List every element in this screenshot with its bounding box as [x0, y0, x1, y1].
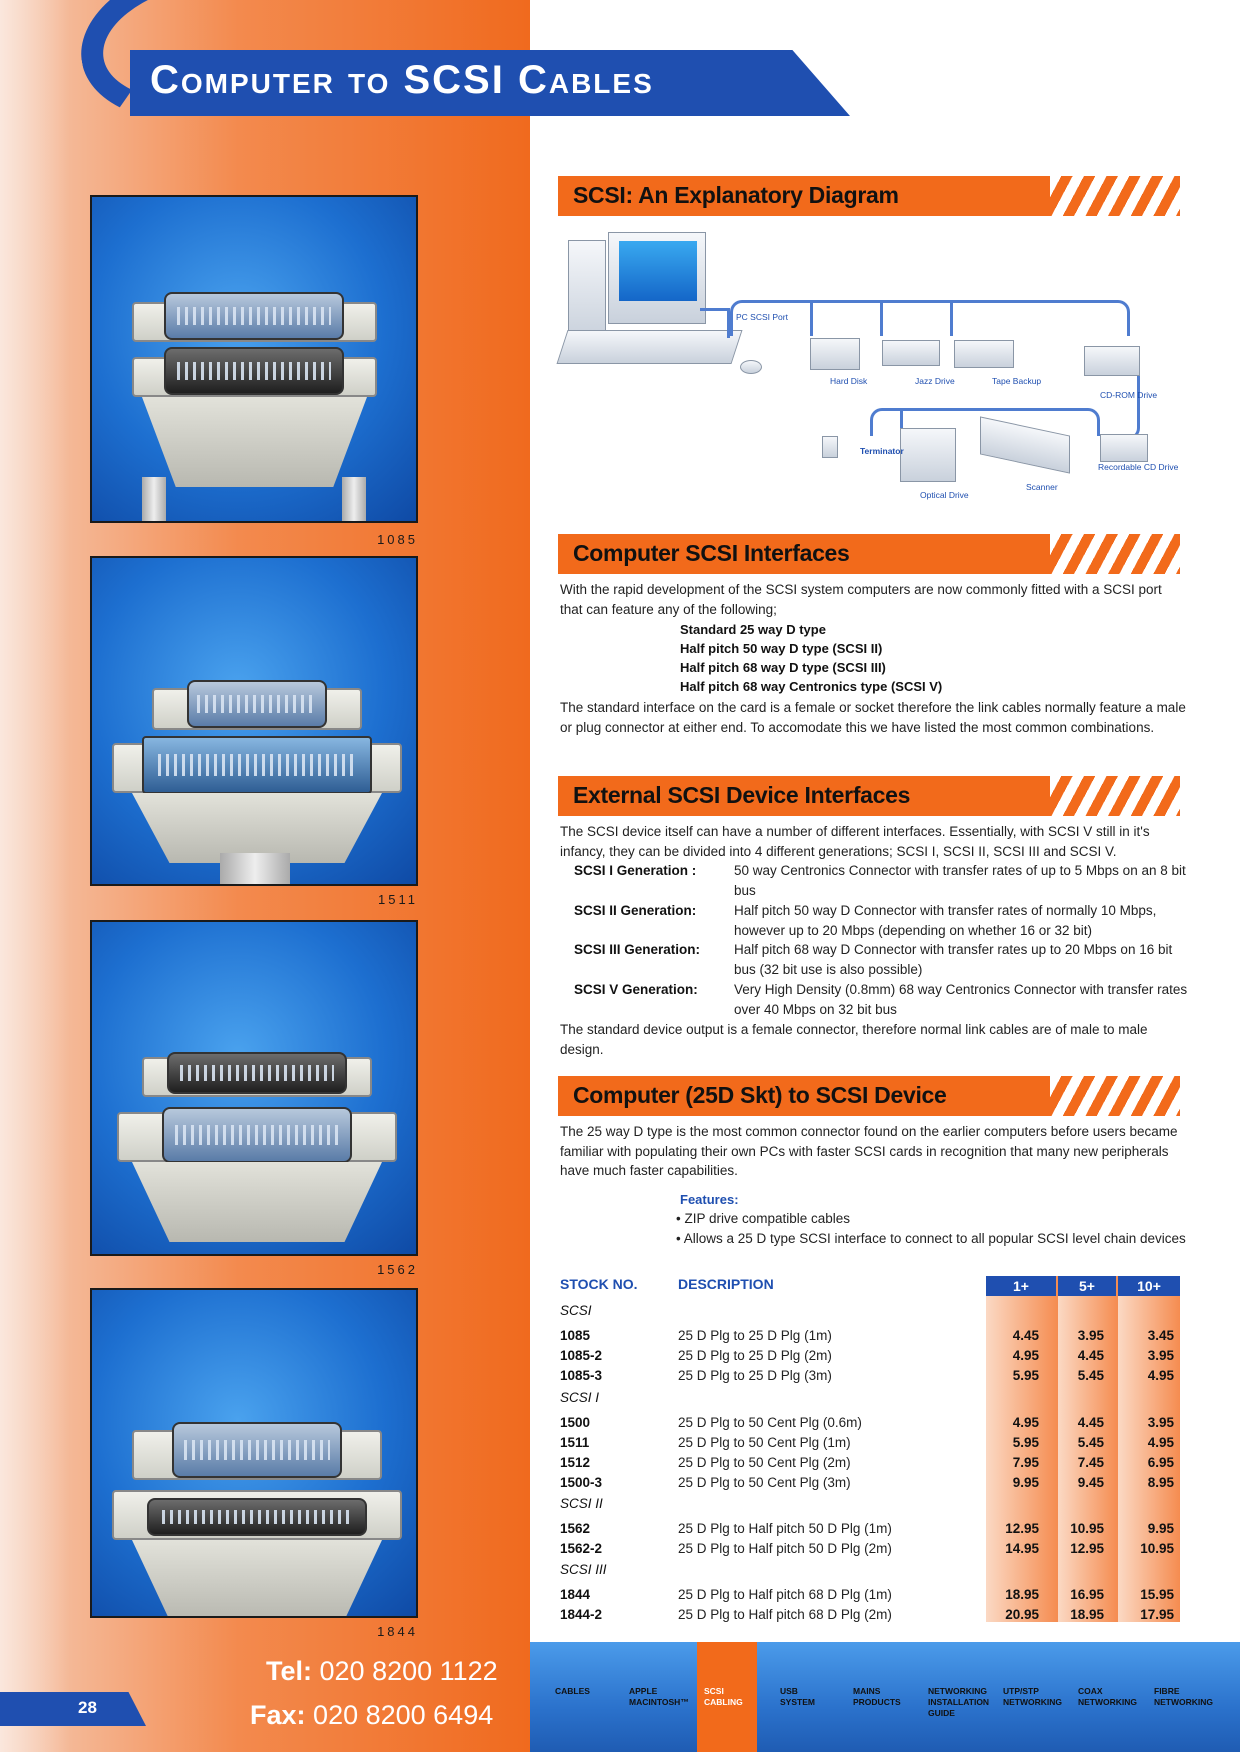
label-optical-drive: Optical Drive [920, 490, 969, 500]
interface-type: Half pitch 50 way D type (SCSI II) [680, 641, 883, 656]
price-5: 10.95 [1070, 1521, 1104, 1536]
price-1: 5.95 [1012, 1435, 1039, 1450]
price-5: 12.95 [1070, 1541, 1104, 1556]
device-tape-backup [954, 340, 1014, 368]
nav-item-coax-networking[interactable]: COAX NETWORKING [1078, 1686, 1138, 1707]
description: 25 D Plg to Half pitch 68 D Plg (1m) [678, 1587, 892, 1602]
photo-label-1085: 1085 [377, 532, 418, 547]
price-5: 5.45 [1077, 1435, 1104, 1450]
table-group-label: SCSI I [560, 1390, 600, 1405]
section-title-external-interfaces: External SCSI Device Interfaces [573, 782, 911, 808]
generation-value: Half pitch 50 way D Connector with transfer rates of normally 10 Mbps, however up to 20 Mbps (depending on whether 16 or 32 bit) [734, 903, 1157, 938]
fax-label: Fax: [250, 1700, 306, 1730]
price-5: 18.95 [1070, 1607, 1104, 1622]
stock-number: 1511 [560, 1435, 590, 1450]
photo-label-1844: 1844 [377, 1624, 418, 1639]
price-1: 18.95 [1005, 1587, 1039, 1602]
device-cd-rom [1084, 346, 1140, 376]
price-10: 4.95 [1147, 1368, 1174, 1383]
nav-item-apple-macintosh[interactable]: APPLE MACINTOSH™ [629, 1686, 689, 1707]
stock-number: 1500 [560, 1415, 591, 1430]
stock-number: 1844 [560, 1587, 591, 1602]
features-title: Features: [680, 1192, 739, 1207]
price-5: 5.45 [1077, 1368, 1104, 1383]
label-pc-port: PC SCSI Port [736, 312, 788, 322]
table-row [560, 1519, 1180, 1539]
table-group-label: SCSI [560, 1303, 592, 1318]
stock-number: 1085-3 [560, 1368, 603, 1383]
pc-mouse [740, 360, 762, 374]
price-10: 8.95 [1147, 1475, 1174, 1490]
price-10: 3.45 [1147, 1328, 1174, 1343]
scsi-diagram [560, 228, 1188, 508]
section-header-product [558, 1076, 1180, 1116]
stripes-decoration [1050, 776, 1180, 816]
price-10: 17.95 [1140, 1607, 1174, 1622]
description: 25 D Plg to 50 Cent Plg (3m) [678, 1475, 851, 1490]
description: 25 D Plg to Half pitch 50 D Plg (1m) [678, 1521, 892, 1536]
section-title-computer-interfaces: Computer SCSI Interfaces [573, 540, 850, 566]
feature-item: • Allows a 25 D type SCSI interface to connect to all popular SCSI level chain devices [676, 1231, 1186, 1246]
stock-number: 1512 [560, 1455, 591, 1470]
price-10: 3.95 [1147, 1415, 1174, 1430]
section-header-external-interfaces [558, 776, 1180, 816]
description: 25 D Plg to 25 D Plg (2m) [678, 1348, 832, 1363]
description: 25 D Plg to 25 D Plg (1m) [678, 1328, 832, 1343]
generation-key: SCSI III Generation: [574, 942, 701, 957]
nav-item-utp-stp-networking[interactable]: UTP/STP NETWORKING [1003, 1686, 1063, 1707]
label-cd-rom: CD-ROM Drive [1100, 390, 1158, 400]
photo-label-1511: 1511 [378, 892, 418, 907]
tel-label: Tel: [266, 1656, 312, 1686]
price-10: 4.95 [1147, 1435, 1174, 1450]
fax-number: 020 8200 6494 [313, 1700, 494, 1730]
table-row [560, 1453, 1180, 1473]
label-terminator: Terminator [860, 446, 904, 456]
nav-item-usb-system[interactable]: USB SYSTEM [780, 1686, 815, 1707]
table-row [560, 1585, 1180, 1605]
price-10: 10.95 [1140, 1541, 1174, 1556]
external-interfaces-intro: The SCSI device itself can have a number of different interfaces. Essentially, with SCSI V still in it's infancy, they can be divided into 4 different generations; SCSI I, SCSI II, SCSI III and SCSI V. [560, 824, 1150, 859]
label-scanner: Scanner [1026, 482, 1058, 492]
device-jazz-drive [882, 340, 940, 366]
table-row [560, 1346, 1180, 1366]
price-1: 4.45 [1012, 1328, 1039, 1343]
price-10: 9.95 [1147, 1521, 1174, 1536]
price-1: 5.95 [1012, 1368, 1039, 1383]
computer-interfaces-intro: With the rapid development of the SCSI system computers are now commonly fitted with a SCSI port that can feature any of the following; [560, 582, 1162, 617]
table-header-description: DESCRIPTION [678, 1276, 774, 1292]
price-5: 4.45 [1077, 1348, 1104, 1363]
device-optical-drive [900, 428, 956, 482]
table-row [560, 1413, 1180, 1433]
price-1: 20.95 [1005, 1607, 1039, 1622]
table-header-stock: STOCK NO. [560, 1276, 638, 1292]
table-row [560, 1473, 1180, 1493]
table-row [560, 1433, 1180, 1453]
section-header-computer-interfaces [558, 534, 1180, 574]
description: 25 D Plg to 50 Cent Plg (1m) [678, 1435, 851, 1450]
product-intro: The 25 way D type is the most common connector found on the earlier computers before users became familiar with populating their own PCs with faster SCSI cards in recognition that many new peripherals have much faster capabilities. [560, 1124, 1178, 1178]
price-1: 14.95 [1005, 1541, 1039, 1556]
price-5: 16.95 [1070, 1587, 1104, 1602]
description: 25 D Plg to Half pitch 68 D Plg (2m) [678, 1607, 892, 1622]
description: 25 D Plg to 50 Cent Plg (0.6m) [678, 1415, 862, 1430]
photo-label-1562: 1562 [377, 1262, 418, 1277]
table-header-price-1: 1+ [986, 1276, 1056, 1296]
stock-number: 1844-2 [560, 1607, 603, 1622]
generation-value: Half pitch 68 way D Connector with transfer rates up to 20 Mbps on 16 bit bus (32 bit use is also possible) [734, 942, 1173, 977]
label-hard-disk: Hard Disk [830, 376, 868, 386]
price-5: 9.45 [1077, 1475, 1104, 1490]
price-1: 12.95 [1005, 1521, 1039, 1536]
tel-number: 020 8200 1122 [319, 1656, 498, 1686]
stripes-decoration [1050, 534, 1180, 574]
device-recordable-cd [1100, 434, 1148, 462]
stock-number: 1562-2 [560, 1541, 603, 1556]
stripes-decoration [1050, 176, 1180, 216]
interface-type: Standard 25 way D type [680, 622, 826, 637]
description: 25 D Plg to Half pitch 50 D Plg (2m) [678, 1541, 892, 1556]
generation-key: SCSI I Generation : [574, 863, 697, 878]
stripes-decoration [1050, 1076, 1180, 1116]
table-header-price-5: 5+ [1058, 1276, 1116, 1296]
generation-value: Very High Density (0.8mm) 68 way Centronics Connector with transfer rates over 40 Mbps on 32 bit bus [734, 982, 1188, 1017]
table-row [560, 1605, 1180, 1625]
page-number-tab [0, 1692, 146, 1726]
device-terminator [822, 436, 838, 458]
footer-fax [250, 1700, 493, 1731]
stock-number: 1500-3 [560, 1475, 603, 1490]
nav-item-networking-installation-guide[interactable]: NETWORKING INSTALLATION GUIDE [928, 1686, 990, 1718]
generation-key: SCSI II Generation: [574, 903, 697, 918]
interface-type: Half pitch 68 way Centronics type (SCSI V) [680, 679, 943, 694]
table-row [560, 1366, 1180, 1386]
page-title: Computer to SCSI Cables [150, 58, 654, 102]
description: 25 D Plg to 25 D Plg (3m) [678, 1368, 832, 1383]
nav-item-fibre-networking[interactable]: FIBRE NETWORKING [1154, 1686, 1214, 1707]
price-1: 4.95 [1012, 1348, 1039, 1363]
nav-item-mains-products[interactable]: MAINS PRODUCTS [853, 1686, 901, 1707]
device-hard-disk [810, 338, 860, 370]
price-5: 7.45 [1077, 1455, 1104, 1470]
stock-number: 1085-2 [560, 1348, 603, 1363]
interface-type: Half pitch 68 way D type (SCSI III) [680, 660, 886, 675]
description: 25 D Plg to 50 Cent Plg (2m) [678, 1455, 851, 1470]
section-title-diagram: SCSI: An Explanatory Diagram [573, 182, 899, 208]
stock-number: 1562 [560, 1521, 591, 1536]
generation-value: 50 way Centronics Connector with transfer rates of up to 5 Mbps on an 8 bit bus [734, 863, 1186, 898]
table-group-label: SCSI III [560, 1562, 607, 1577]
price-1: 4.95 [1012, 1415, 1039, 1430]
price-10: 15.95 [1140, 1587, 1174, 1602]
generation-key: SCSI V Generation: [574, 982, 698, 997]
nav-item-cables[interactable]: CABLES [555, 1686, 590, 1696]
table-header-price-10: 10+ [1118, 1276, 1180, 1296]
computer-interfaces-outro: The standard interface on the card is a female or socket therefore the link cables normally feature a male or plug connector at either end. To accomodate this we have listed the most common combinations. [560, 700, 1186, 735]
table-group-label: SCSI II [560, 1496, 603, 1511]
photo-cable-1511 [90, 556, 418, 886]
footer-telephone [266, 1656, 498, 1687]
external-interfaces-outro: The standard device output is a female connector, therefore normal link cables are of male to male design. [560, 1022, 1148, 1057]
table-row [560, 1539, 1180, 1559]
section-header-diagram [558, 176, 1180, 216]
stock-number: 1085 [560, 1328, 591, 1343]
label-tape-backup: Tape Backup [992, 376, 1042, 386]
price-5: 4.45 [1077, 1415, 1104, 1430]
photo-cable-1562 [90, 920, 418, 1256]
price-5: 3.95 [1077, 1328, 1104, 1343]
page-number: 28 [78, 1698, 97, 1717]
price-10: 3.95 [1147, 1348, 1174, 1363]
table-row [560, 1326, 1180, 1346]
label-recordable-cd: Recordable CD Drive [1098, 462, 1179, 472]
photo-cable-1844 [90, 1288, 418, 1618]
feature-item: • ZIP drive compatible cables [676, 1211, 851, 1226]
price-1: 7.95 [1012, 1455, 1039, 1470]
pc-tower [568, 240, 606, 340]
pc-monitor [608, 232, 706, 324]
price-1: 9.95 [1012, 1475, 1039, 1490]
nav-item-scsi-cabling[interactable]: SCSI CABLING [704, 1686, 743, 1707]
price-10: 6.95 [1147, 1455, 1174, 1470]
section-title-product: Computer (25D Skt) to SCSI Device [573, 1082, 947, 1108]
photo-cable-1085 [90, 195, 418, 523]
label-jazz-drive: Jazz Drive [915, 376, 955, 386]
